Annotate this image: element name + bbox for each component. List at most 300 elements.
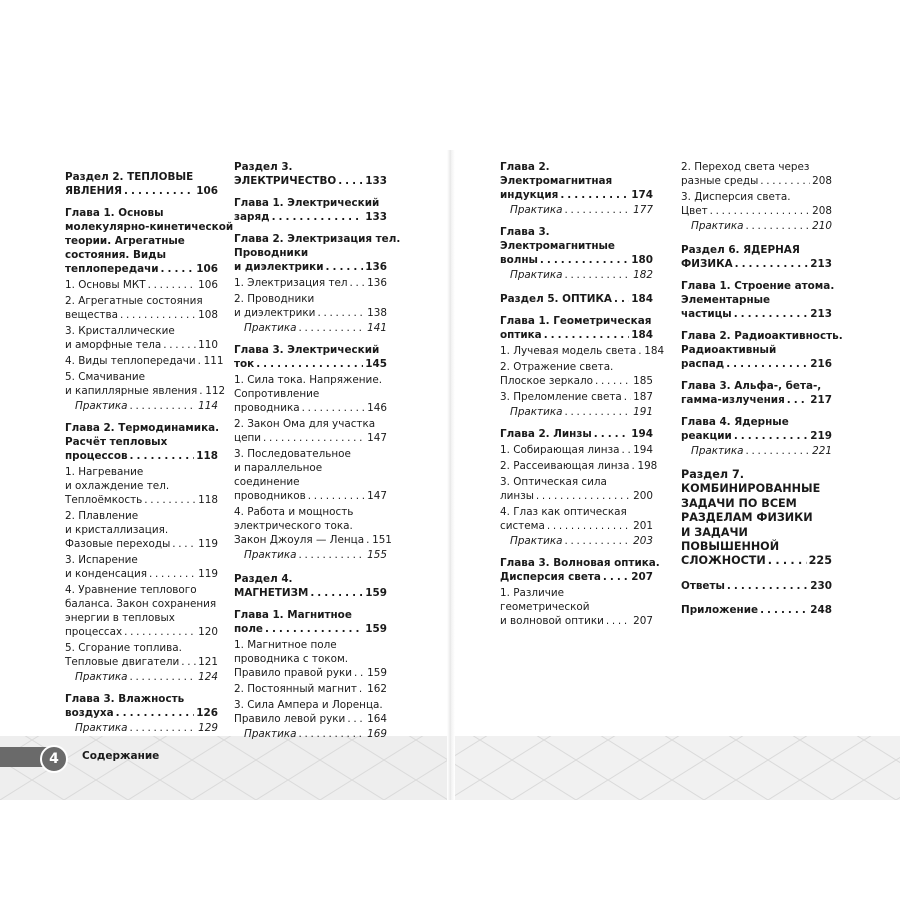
toc-entry <box>65 553 218 581</box>
toc-page-number: 133 <box>365 175 387 187</box>
toc-entry-text: Электромагнитная <box>500 175 613 187</box>
dot-leader <box>317 306 365 320</box>
toc-entry-text: реакции <box>681 430 732 442</box>
toc-page-number: 185 <box>633 375 653 387</box>
dot-leader <box>124 184 194 198</box>
toc-entry <box>500 314 653 342</box>
dot-leader <box>735 257 809 271</box>
toc-entry <box>500 556 660 584</box>
toc-entry-text: Глава 3. Волновая оптика. <box>500 557 660 569</box>
toc-entry <box>500 225 653 267</box>
toc-entry <box>65 278 218 292</box>
toc-entry-text: 3. Оптическая сила <box>500 476 607 488</box>
dot-leader <box>638 344 642 358</box>
toc-entry <box>65 670 218 684</box>
toc-entry-text: Плоское зеркало <box>500 375 594 387</box>
toc-entry <box>234 417 387 445</box>
book-spine <box>447 150 455 800</box>
toc-page-number: 159 <box>365 623 387 635</box>
toc-page-number: 114 <box>198 400 218 412</box>
toc-entry <box>234 447 387 503</box>
toc-page-number: 112 <box>205 385 226 397</box>
toc-entry <box>65 294 218 322</box>
toc-entry-text: Глава 3. Альфа-, бета-, <box>681 380 822 392</box>
toc-entry-text: Глава 1. Геометрическая <box>500 315 652 327</box>
dot-leader <box>256 357 363 371</box>
toc-entry-text: геометрической <box>500 601 590 613</box>
toc-entry <box>681 468 832 569</box>
toc-entry-text: баланса. Закон сохранения <box>65 598 217 610</box>
dot-leader <box>547 519 631 533</box>
toc-entry-text: 2. Закон Ома для участка <box>234 418 376 430</box>
toc-entry-text: Практика <box>75 400 128 412</box>
toc-entry-text: Практика <box>75 722 128 734</box>
toc-entry <box>681 279 835 321</box>
dot-leader <box>198 354 202 368</box>
toc-entry-text: Глава 2. Электризация тел. <box>234 233 401 245</box>
toc-entry-text: 2. Отражение света. <box>500 361 614 373</box>
toc-page-number: 248 <box>810 603 832 616</box>
toc-entry <box>65 324 218 352</box>
toc-entry <box>681 219 832 233</box>
toc-entry-text: Глава 3. Электрический <box>234 344 380 356</box>
toc-entry <box>234 160 387 188</box>
toc-page-number: 180 <box>631 254 653 266</box>
toc-entry <box>234 276 387 290</box>
toc-entry <box>234 682 387 696</box>
toc-entry-text: Правило левой руки <box>234 713 346 725</box>
dot-leader <box>347 712 365 726</box>
toc-entry <box>681 379 832 407</box>
toc-entry-text: Расчёт тепловых <box>65 436 168 448</box>
toc-entry <box>681 579 832 593</box>
toc-entry-text: электрического тока. <box>234 520 353 532</box>
toc-entry-text: линзы <box>500 490 534 502</box>
toc-entry <box>681 415 832 443</box>
toc-page-number: 187 <box>633 391 653 403</box>
toc-entry-text: Практика <box>75 671 128 683</box>
dot-leader <box>544 328 630 342</box>
toc-page-number: 213 <box>810 308 832 320</box>
dot-leader <box>622 443 632 457</box>
toc-page-number: 124 <box>198 671 218 683</box>
toc-entry-text: 2. Агрегатные состояния <box>65 295 203 307</box>
toc-entry-text: Практика <box>244 549 297 561</box>
toc-entry-text: 2. Переход света через <box>681 161 810 173</box>
dot-leader <box>760 174 810 188</box>
dot-leader <box>338 174 363 188</box>
toc-entry <box>500 390 653 404</box>
dot-leader <box>299 321 366 335</box>
toc-entry-text: Раздел 7. <box>681 468 744 481</box>
toc-entry <box>500 292 653 306</box>
dot-leader <box>734 429 808 443</box>
toc-entry-text: Раздел 3. <box>234 161 293 173</box>
toc-entry-text: 4. Уравнение теплового <box>65 584 197 596</box>
dot-leader <box>366 533 370 547</box>
toc-entry-text: ЗАДАЧИ ПО ВСЕМ <box>681 496 797 510</box>
dot-leader <box>308 489 365 503</box>
toc-entry-text: Тепловые двигатели <box>65 656 180 668</box>
toc-entry-text: распад <box>681 358 725 370</box>
toc-entry-text: процессов <box>65 450 128 462</box>
toc-entry-text: Глава 3. Влажность <box>65 693 185 705</box>
dot-leader <box>603 570 629 584</box>
toc-entry <box>500 443 653 457</box>
toc-page-number: 184 <box>631 329 653 341</box>
dot-leader <box>181 655 196 669</box>
toc-entry-text: Практика <box>510 204 563 216</box>
toc-entry <box>234 638 387 680</box>
toc-entry-text: процессах <box>65 626 123 638</box>
toc-entry <box>500 344 665 358</box>
toc-entry <box>234 321 387 335</box>
toc-entry-text: 3. Дисперсия света. <box>681 191 791 203</box>
toc-entry <box>65 721 218 735</box>
toc-entry <box>65 370 226 398</box>
toc-entry-text: Раздел 4. <box>234 573 293 585</box>
toc-entry-text: разные среды <box>681 175 759 187</box>
toc-page-number: 200 <box>633 490 653 502</box>
dot-leader <box>163 338 196 352</box>
toc-entry-text: соединение <box>234 476 300 488</box>
toc-entry-text: Глава 2. Термодинамика. <box>65 422 220 434</box>
dot-leader <box>350 276 366 290</box>
toc-entry-text: энергии в тепловых <box>65 612 175 624</box>
dot-leader <box>161 262 195 276</box>
toc-entry-text: и аморфные тела <box>65 339 162 351</box>
toc-entry-text: молекулярно-кинетической <box>65 221 234 233</box>
toc-entry-text: и параллельное <box>234 462 323 474</box>
toc-page-number: 108 <box>198 309 218 321</box>
toc-entry <box>234 373 387 415</box>
dot-leader <box>746 219 811 233</box>
dot-leader <box>130 670 197 684</box>
dot-leader <box>116 706 195 720</box>
toc-page-number: 201 <box>633 520 653 532</box>
dot-leader <box>565 405 632 419</box>
toc-page-number: 216 <box>810 358 832 370</box>
toc-page-number: 184 <box>631 293 653 305</box>
toc-entry-text: 2. Плавление <box>65 510 139 522</box>
toc-entry <box>234 572 387 600</box>
toc-entry-text: Электромагнитные <box>500 240 615 252</box>
toc-entry-text: 3. Последовательное <box>234 448 351 460</box>
dot-leader <box>144 493 196 507</box>
toc-entry-text: Практика <box>691 220 744 232</box>
toc-entry-text: Глава 3. <box>500 226 550 238</box>
toc-entry <box>234 292 387 320</box>
toc-entry-text: 1. Сила тока. Напряжение. <box>234 374 383 386</box>
toc-entry-text: КОМБИНИРОВАННЫЕ <box>681 482 821 496</box>
toc-entry-text: 5. Сгорание топлива. <box>65 642 182 654</box>
toc-entry-text: 5. Смачивание <box>65 371 145 383</box>
toc-page-number: 126 <box>196 707 218 719</box>
dot-leader <box>272 210 364 224</box>
toc-entry-text: Глава 1. Магнитное <box>234 609 352 621</box>
dot-leader <box>746 444 811 458</box>
toc-entry-text: проводника с током. <box>234 653 349 665</box>
toc-entry-text: Практика <box>510 406 563 418</box>
toc-entry-text: Приложение <box>681 603 759 616</box>
toc-page-number: 111 <box>203 355 224 367</box>
toc-page-number: 138 <box>367 307 387 319</box>
toc-entry <box>234 698 387 726</box>
dot-leader <box>540 253 629 267</box>
toc-page-number: 110 <box>198 339 218 351</box>
dot-leader <box>130 721 197 735</box>
toc-page-number: 147 <box>367 432 387 444</box>
toc-entry <box>234 608 387 636</box>
toc-entry-text: Дисперсия света <box>500 571 601 583</box>
toc-page-number: 159 <box>367 667 387 679</box>
dot-leader <box>263 431 365 445</box>
toc-page-number: 177 <box>633 204 653 216</box>
toc-entry-text: ЭЛЕКТРИЧЕСТВО <box>234 175 337 187</box>
dot-leader <box>565 203 632 217</box>
toc-entry-text: Радиоактивный <box>681 344 777 356</box>
toc-page-number: 119 <box>198 568 218 580</box>
toc-entry <box>500 160 653 202</box>
toc-page-number: 207 <box>633 615 653 627</box>
toc-column-1 <box>65 160 234 735</box>
toc-entry-text: проводников <box>234 490 306 502</box>
dot-leader <box>614 292 629 306</box>
toc-page-number: 191 <box>633 406 653 418</box>
toc-entry-text: 1. Основы МКТ <box>65 279 146 291</box>
toc-entry-text: поле <box>234 623 263 635</box>
toc-entry-text: Ответы <box>681 579 725 592</box>
toc-page-number: 208 <box>812 205 832 217</box>
dot-leader <box>727 579 808 593</box>
dot-leader <box>536 489 631 503</box>
dot-leader <box>760 603 808 617</box>
toc-entry-text: 3. Испарение <box>65 554 138 566</box>
toc-page-number: 208 <box>812 175 832 187</box>
toc-entry-text: Цвет <box>681 205 708 217</box>
toc-page-number: 141 <box>367 322 387 334</box>
toc-page-number: 219 <box>810 430 832 442</box>
toc-entry-text: 4. Глаз как оптическая <box>500 506 627 518</box>
toc-page-number: 184 <box>644 345 665 357</box>
toc-entry-text: СЛОЖНОСТИ <box>681 554 766 568</box>
toc-entry-text: Проводники <box>234 247 309 259</box>
toc-entry <box>65 583 218 639</box>
dot-leader <box>326 260 364 274</box>
dot-leader <box>565 268 632 282</box>
toc-entry <box>234 232 401 274</box>
toc-entry-text: ток <box>234 358 255 370</box>
toc-page-number: 151 <box>372 534 392 546</box>
toc-page-number: 155 <box>367 549 387 561</box>
dot-leader <box>265 622 363 636</box>
toc-page-number: 106 <box>198 279 218 291</box>
toc-page-number: 146 <box>367 402 387 414</box>
toc-entry-text: Элементарные <box>681 294 771 306</box>
toc-page-number: 230 <box>810 579 832 592</box>
toc-entry-text: Глава 2. Радиоактивность. <box>681 330 843 342</box>
toc-entry-text: ФИЗИКА <box>681 258 733 270</box>
dot-leader <box>631 459 635 473</box>
toc-entry-text: 1. Лучевая модель света <box>500 345 637 357</box>
toc-entry <box>65 692 218 720</box>
dot-leader <box>768 554 807 568</box>
toc-column-3 <box>500 160 665 628</box>
toc-entry-text: и кристаллизация. <box>65 524 169 536</box>
toc-entry-text: частицы <box>681 308 732 320</box>
toc-entry-text: Практика <box>510 269 563 281</box>
dot-leader <box>565 534 632 548</box>
toc-entry-text: ЯВЛЕНИЯ <box>65 185 123 197</box>
toc-entry-text: теплопередачи <box>65 263 159 275</box>
toc-entry-text: Сопротивление <box>234 388 320 400</box>
toc-entry-text: индукция <box>500 189 559 201</box>
toc-entry <box>500 459 658 473</box>
toc-entry-text: и диэлектрики <box>234 261 324 273</box>
toc-entry-text: цепи <box>234 432 262 444</box>
toc-entry-text: заряд <box>234 211 270 223</box>
toc-entry-text: Глава 1. Электрический <box>234 197 380 209</box>
toc-entry-text: оптика <box>500 329 542 341</box>
dot-leader <box>120 308 196 322</box>
toc-page-number: 145 <box>365 358 387 370</box>
toc-page-number: 225 <box>808 554 832 568</box>
footer-title: Содержание <box>82 750 160 762</box>
dot-leader <box>787 393 809 407</box>
toc-entry-text: воздуха <box>65 707 114 719</box>
toc-page-number: 120 <box>198 626 218 638</box>
dot-leader <box>726 357 808 371</box>
toc-entry <box>500 586 653 628</box>
toc-entry-text: вещества <box>65 309 118 321</box>
toc-page-number: 136 <box>367 277 387 289</box>
toc-entry-text: 1. Собирающая линза <box>500 444 620 456</box>
toc-entry-text: Практика <box>510 535 563 547</box>
toc-page-number: 198 <box>637 460 658 472</box>
toc-entry-text: 3. Сила Ампера и Лоренца. <box>234 699 383 711</box>
toc-page-number: 118 <box>198 494 218 506</box>
page-number-badge: 4 <box>40 745 68 773</box>
toc-entry-text: и конденсация <box>65 568 148 580</box>
toc-entry-text: Теплоёмкость <box>65 494 143 506</box>
toc-entry-text: И ЗАДАЧИ <box>681 525 748 539</box>
toc-column-4 <box>681 160 843 617</box>
toc-entry-text: МАГНЕТИЗМ <box>234 587 309 599</box>
toc-page-number: 203 <box>633 535 653 547</box>
toc-entry-text: 1. Электризация тел <box>234 277 348 289</box>
toc-page-number: 169 <box>367 728 387 740</box>
dot-leader <box>149 567 196 581</box>
toc-page-number: 136 <box>365 261 387 273</box>
toc-entry-text: Практика <box>244 322 297 334</box>
toc-entry <box>65 465 218 507</box>
toc-entry <box>500 203 653 217</box>
toc-page-number: 207 <box>631 571 653 583</box>
toc-page-number: 221 <box>812 445 832 457</box>
toc-entry-text: и охлаждение тел. <box>65 480 170 492</box>
toc-entry-text: теории. Агрегатные <box>65 235 185 247</box>
toc-page-number: 162 <box>367 683 387 695</box>
toc-entry <box>234 548 387 562</box>
dot-leader <box>299 727 366 741</box>
dot-leader <box>710 204 811 218</box>
dot-leader <box>624 390 631 404</box>
dot-leader <box>310 586 363 600</box>
toc-entry <box>681 603 832 617</box>
toc-entry <box>65 641 218 669</box>
toc-entry-text: 1. Магнитное поле <box>234 639 337 651</box>
toc-entry <box>65 354 224 368</box>
toc-entry-text: состояния. Виды <box>65 249 166 261</box>
toc-entry-text: Раздел 5. ОПТИКА <box>500 293 612 305</box>
toc-entry-text: Глава 4. Ядерные <box>681 416 789 428</box>
toc-entry-text: и капиллярные явления <box>65 385 198 397</box>
toc-page-number: 106 <box>196 185 218 197</box>
toc-page-number: 106 <box>196 263 218 275</box>
toc-entry <box>234 196 387 224</box>
dot-leader <box>734 307 809 321</box>
toc-entry-text: ПОВЫШЕННОЙ <box>681 540 780 554</box>
toc-entry <box>65 206 234 276</box>
toc-entry-text: Фазовые переходы <box>65 538 171 550</box>
toc-page-number: 121 <box>198 656 218 668</box>
toc-entry-text: Закон Джоуля — Ленца <box>234 534 365 546</box>
toc-entry-text: 1. Различие <box>500 587 565 599</box>
toc-page-number: 159 <box>365 587 387 599</box>
toc-entry <box>234 343 387 371</box>
toc-entry <box>500 505 653 533</box>
toc-page-number: 129 <box>198 722 218 734</box>
toc-page-number: 119 <box>198 538 218 550</box>
dot-leader <box>148 278 197 292</box>
toc-entry-text: Глава 2. <box>500 161 550 173</box>
toc-entry-text: 4. Виды теплопередачи <box>65 355 196 367</box>
toc-entry-text: и диэлектрики <box>234 307 316 319</box>
toc-entry <box>65 509 218 551</box>
toc-entry-text: 3. Преломление света <box>500 391 622 403</box>
toc-entry <box>500 534 653 548</box>
dot-leader <box>124 625 196 639</box>
dot-leader <box>299 548 366 562</box>
toc-entry-text: волны <box>500 254 538 266</box>
dot-leader <box>130 449 195 463</box>
toc-entry <box>500 268 653 282</box>
toc-entry-text: Глава 1. Основы <box>65 207 164 219</box>
toc-entry <box>681 329 843 371</box>
dot-leader <box>359 682 365 696</box>
toc-page-number: 210 <box>812 220 832 232</box>
toc-entry-text: гамма-излучения <box>681 394 785 406</box>
toc-entry-text: 2. Постоянный магнит <box>234 683 357 695</box>
toc-page-number: 174 <box>631 189 653 201</box>
toc-entry-text: Глава 2. Линзы <box>500 428 592 440</box>
toc-column-2 <box>234 160 401 741</box>
toc-entry-text: 2. Рассеивающая линза <box>500 460 630 472</box>
toc-entry <box>681 160 832 188</box>
toc-entry-text: Раздел 6. ЯДЕРНАЯ <box>681 244 800 256</box>
toc-entry-text: 2. Проводники <box>234 293 315 305</box>
toc-entry-text: РАЗДЕЛАМ ФИЗИКИ <box>681 511 813 525</box>
toc-entry <box>234 727 387 741</box>
toc-entry-text: Правило правой руки <box>234 667 353 679</box>
toc-entry-text: и волновой оптики <box>500 615 604 627</box>
toc-entry <box>65 170 218 198</box>
dot-leader <box>594 427 630 441</box>
toc-page-number: 147 <box>367 490 387 502</box>
toc-entry-text: система <box>500 520 545 532</box>
toc-entry <box>500 475 653 503</box>
toc-page-number: 133 <box>365 211 387 223</box>
